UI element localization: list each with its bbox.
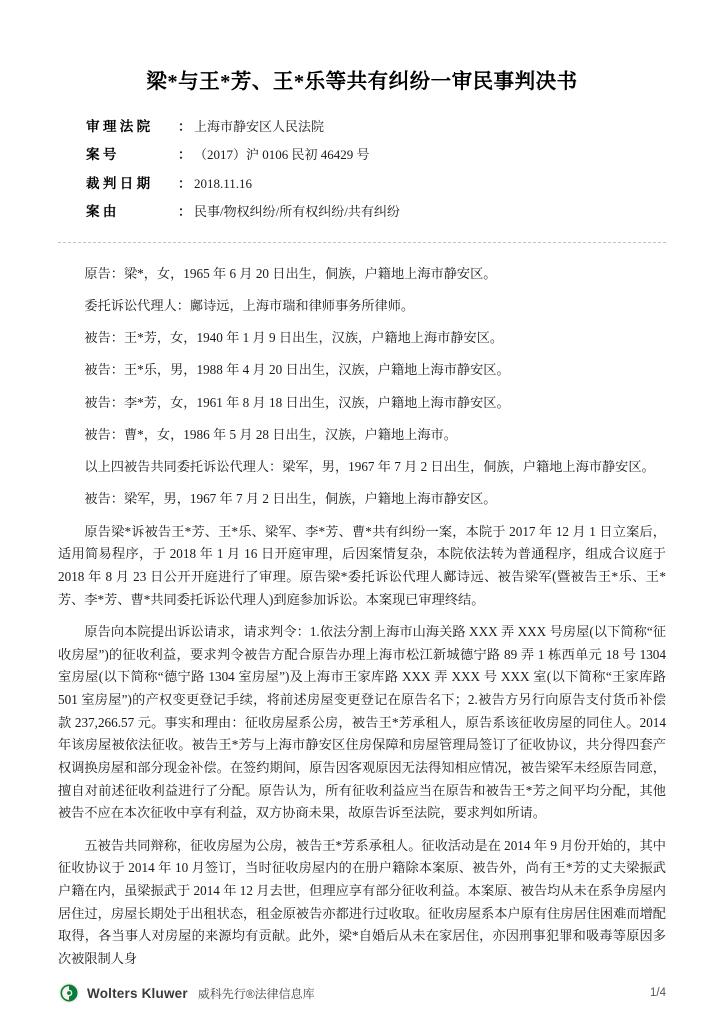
metadata-label-case-number-text: 案 号 bbox=[86, 147, 117, 163]
brand-subtitle: 威科先行®法律信息库 bbox=[197, 986, 315, 1001]
paragraph-defense: 五被告共同辩称，征收房屋为公房，被告王*芳系承租人。征收活动是在 2014 年 9 月份开始的，其中征收协议于 2014 年 10 月签订，当时征收房屋内的在册户籍除本案原、被告外，尚有王*芳的丈夫梁振武户籍在内，虽梁振武于 2014 年 12 月去世，但理应享有部分征收利益。本案原、被告均从未在系争房屋内居住过，房屋长期处于出租状态，租金原被告亦都进行过收取。征收房屋系本户原有住房居住困难而增配取得，各当事人对房屋的来源均有贡献。此外，梁*自婚后从未在家居住，亦因刑事犯罪和吸毒等原因多次被限制人身 bbox=[58, 837, 666, 967]
metadata-colon: ： bbox=[178, 175, 192, 191]
paragraph-plaintiff: 原告：梁*，女，1965 年 6 月 20 日出生，侗族，户籍地上海市静安区。 bbox=[84, 265, 497, 281]
metadata-colon: ： bbox=[178, 147, 192, 163]
page-title: 梁*与王*芳、王*乐等共有纠纷一审民事判决书 bbox=[146, 71, 578, 93]
metadata-row-judgment-date bbox=[86, 177, 666, 192]
brand-name: Wolters Kluwer bbox=[87, 985, 188, 1001]
metadata-label-judgment-date bbox=[86, 177, 178, 192]
metadata-label-cause-text: 案 由 bbox=[86, 204, 117, 220]
metadata-value-judgment-date: 2018.11.16 bbox=[194, 175, 253, 191]
paragraph-defendant-3: 被告：李*芳，女，1961 年 8 月 18 日出生，汉族，户籍地上海市静安区。 bbox=[84, 394, 510, 410]
paragraph-defendant-2: 被告：王*乐，男，1988 年 4 月 20 日出生，汉族，户籍地上海市静安区。 bbox=[84, 362, 510, 378]
metadata-colon: ： bbox=[178, 119, 192, 134]
metadata-label-court bbox=[86, 120, 178, 135]
document-body bbox=[58, 263, 666, 971]
metadata-value-court: 上海市静安区人民法院 bbox=[194, 119, 325, 134]
metadata-value-case-number: （2017）沪 0106 民初 46429 号 bbox=[194, 147, 370, 163]
metadata-row-case-number bbox=[86, 148, 666, 163]
metadata-label-court-text: 审 理 法 院 bbox=[86, 119, 151, 134]
paragraph-defendant-5: 被告：梁军，男，1967 年 7 月 2 日出生，侗族，户籍地上海市静安区。 bbox=[84, 491, 497, 507]
paragraph-joint-agent: 以上四被告共同委托诉讼代理人：梁军，男，1967 年 7 月 2 日出生，侗族，户籍地上海市静安区。 bbox=[84, 459, 655, 475]
paragraph-case-procedure: 原告梁*诉被告王*芳、王*乐、梁军、李*芳、曹*共有纠纷一案，本院于 2017 年 12 月 1 日立案后，适用简易程序，于 2018 年 1 月 16 日开庭审理，后因案情复杂，本院依法转为普通程序，组成合议庭于 2018 年 8 月 23 日公开开庭进行了审理。原告梁*委托诉讼代理人鄺诗远、被告梁军(暨被告王*乐、王*芳、李*芳、曹*共同委托诉讼代理人)到庭参加诉讼。本案现已审理终结。 bbox=[58, 523, 666, 607]
paragraph-claims: 原告向本院提出诉讼请求，请求判令：1.依法分割上海市山海关路 XXX 弄 XXX 号房屋(以下简称“征收房屋”)的征收利益，要求判令被告方配合原告办理上海市松江新城德宁路 89 弄 1 栋西单元 18 号 1304 室房屋(以下简称“德宁路 1304 室房屋”)及上海市王家库路 XXX 弄 XXX 号 XXX 室(以下简称“王家库路 501 室房屋”)的产权变更登记手续，将前述房屋变更登记在原告名下；2.被告方另行向原告支付货币补偿款 237,266.57 元。事实和理由：征收房屋系公房，被告王*芳承租人，原告系该征收房屋的同住人。2014 年该房屋被依法征收。被告王*芳与上海市静安区住房保障和房屋管理局签订了征收协议，共分得四套产权调换房屋和部分现金补偿。在签约期间，原告因客观原因无法得知相应情况，被告梁军未经原告同意，擅自对前述征收利益进行了分配。原告认为，所有征收利益应当在原告和被告王*芳之间平均分配，其他被告不应在本次征收中享有利益，双方协商未果，故原告诉至法院，要求判如所请。 bbox=[58, 623, 666, 821]
page-number: 1/4 bbox=[650, 987, 666, 999]
metadata-row-cause bbox=[86, 205, 666, 220]
metadata-label-case-number bbox=[86, 148, 178, 163]
paragraph-defendant-4: 被告：曹*，女，1986 年 5 月 28 日出生，汉族，户籍地上海市。 bbox=[84, 426, 457, 442]
document-metadata bbox=[86, 120, 666, 220]
metadata-row-court bbox=[86, 120, 666, 135]
brand-logo-group bbox=[58, 982, 315, 1004]
metadata-colon: ： bbox=[178, 204, 192, 220]
paragraph-defendant-1: 被告：王*芳，女，1940 年 1 月 9 日出生，汉族，户籍地上海市静安区。 bbox=[84, 330, 504, 346]
metadata-label-judgment-date-text: 裁 判 日 期 bbox=[86, 175, 151, 191]
section-divider bbox=[58, 242, 666, 243]
metadata-label-cause bbox=[86, 205, 178, 220]
metadata-value-cause: 民事/物权纠纷/所有权纠纷/共有纠纷 bbox=[194, 204, 400, 220]
wolters-kluwer-logo-icon bbox=[58, 982, 80, 1004]
page-footer bbox=[0, 962, 724, 1024]
paragraph-plaintiff-agent: 委托诉讼代理人：鄺诗远，上海市瑞和律师事务所律师。 bbox=[84, 298, 415, 314]
